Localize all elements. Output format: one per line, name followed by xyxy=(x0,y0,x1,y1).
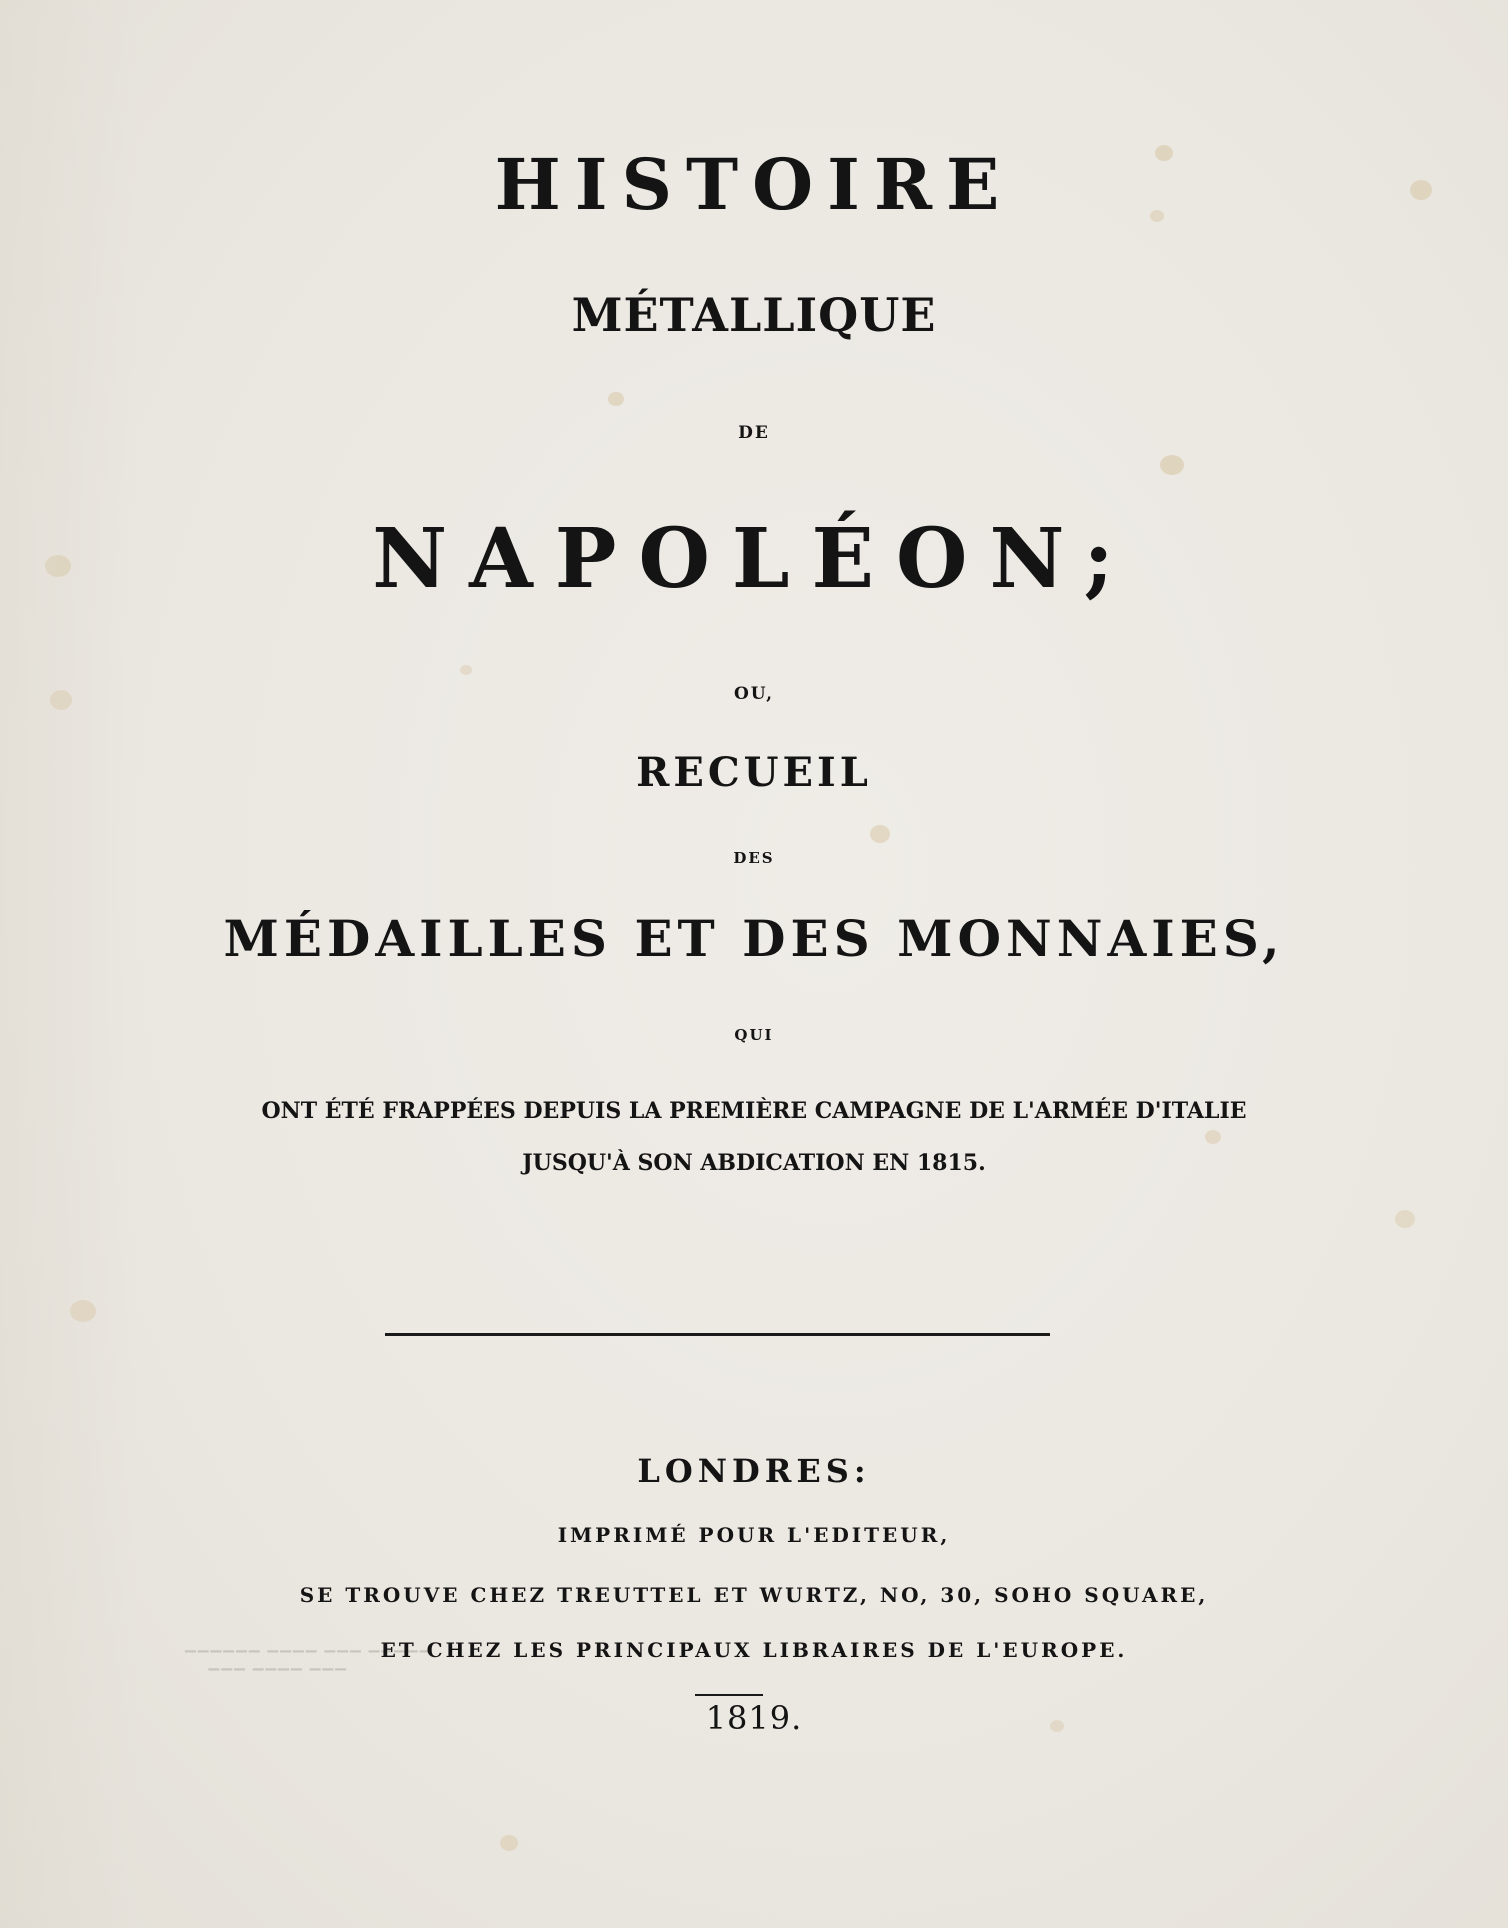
imprint-seller: SE TROUVE CHEZ TREUTTEL ET WURTZ, NO, 30, SOHO SQUARE, xyxy=(299,1583,1209,1607)
title-medailles: MÉDAILLES ET DES MONNAIES, xyxy=(223,909,1285,968)
imprint-printer: IMPRIMÉ POUR L'EDITEUR, xyxy=(557,1523,951,1547)
subtitle-frappees: ONT ÉTÉ FRAPPÉES DEPUIS LA PREMIÈRE CAMPAGNE DE L'ARMÉE D'ITALIE xyxy=(261,1098,1247,1124)
title-recueil: RECUEIL xyxy=(636,749,872,796)
imprint-city: LONDRES: xyxy=(637,1452,871,1490)
title-metallique: MÉTALLIQUE xyxy=(571,288,937,342)
subtitle-abdication: JUSQU'À SON ABDICATION EN 1815. xyxy=(522,1150,986,1176)
separator-rule xyxy=(385,1333,1050,1336)
show-through-line: ▁▁▁ ▁▁▁▁ ▁▁▁ xyxy=(185,1654,349,1671)
title-des: DES xyxy=(733,849,775,867)
show-through-line: ▁▁▁▁▁▁ ▁▁▁▁ ▁▁▁ ▁▁▁▁▁ xyxy=(185,1636,433,1652)
year-overline xyxy=(695,1694,763,1696)
title-qui: QUI xyxy=(734,1026,774,1044)
imprint-year: 1819. xyxy=(705,1699,803,1737)
imprint-others: ET CHEZ LES PRINCIPAUX LIBRAIRES DE L'EUROPE. xyxy=(380,1638,1128,1662)
title-histoire: HISTOIRE xyxy=(494,143,1014,226)
title-napoleon: NAPOLÉON; xyxy=(372,511,1136,607)
title-ou: OU, xyxy=(734,684,774,704)
title-de: DE xyxy=(738,423,770,443)
